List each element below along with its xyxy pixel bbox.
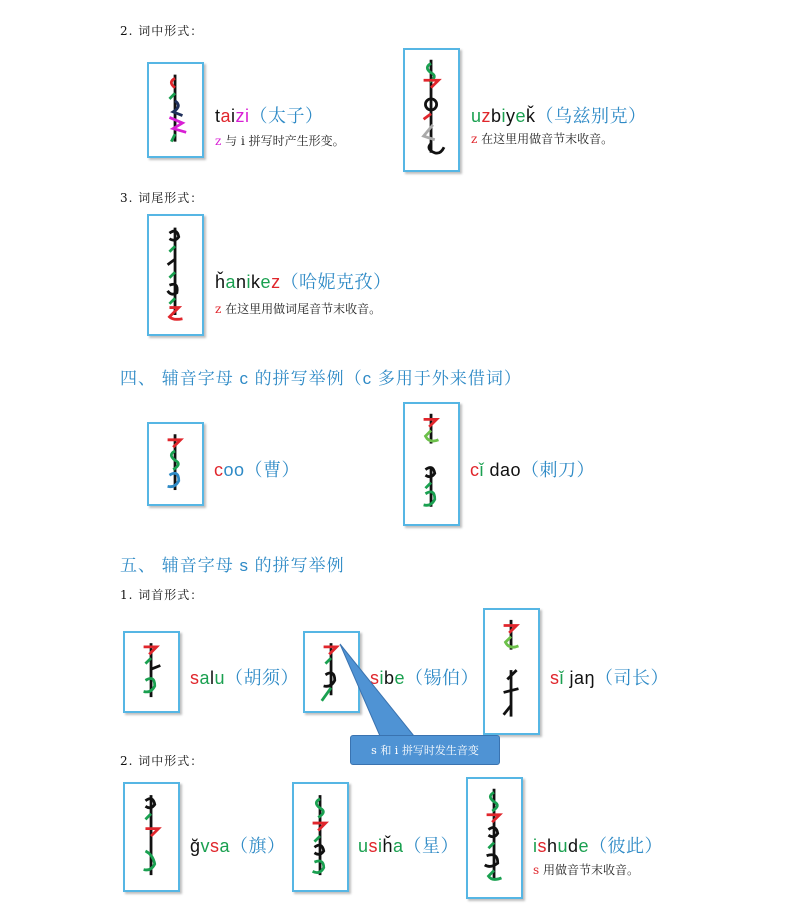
script-card-coo (147, 422, 204, 506)
mongolian-script-cidao (405, 404, 458, 524)
word-gvsa: ğvsa（旗） (190, 836, 286, 856)
word-sijan: sǐ jaŋ（司长） (550, 668, 670, 688)
script-card-uzbiyek (403, 48, 460, 172)
word-salu: salu（胡须） (190, 668, 300, 688)
subheading-medial: 2. 词中形式： (120, 24, 204, 38)
script-card-gvsa (123, 782, 180, 892)
section-heading-s: 五、 辅音字母 s 的拼写举例 (120, 556, 345, 575)
word-sibe: sibe（锡伯） (370, 668, 480, 688)
note-ishude: s 用做音节末收音。 (533, 863, 639, 877)
subheading-initial: 1. 词首形式： (120, 588, 204, 602)
subheading-final: 3. 词尾形式： (120, 191, 204, 205)
mongolian-script-salu (125, 633, 178, 711)
script-card-hanikez (147, 214, 204, 336)
word-ishude: ishude（彼此） (533, 836, 664, 856)
mongolian-script-taizi (149, 64, 202, 156)
script-card-usiha (292, 782, 349, 892)
word-uzbiyek: uzbiyeǩ（乌兹别克） (471, 106, 647, 126)
script-card-taizi (147, 62, 204, 158)
word-cidao: cǐ dao（刺刀） (470, 460, 596, 480)
note-taizi: z 与 i 拼写时产生形变。 (215, 134, 345, 148)
word-taizi: taizi（太子） (215, 106, 324, 126)
word-coo: coo（曹） (214, 460, 301, 480)
section-heading-c: 四、 辅音字母 c 的拼写举例（c 多用于外来借词） (120, 369, 522, 388)
callout-box: s 和 i 拼写时发生音变 (350, 735, 500, 765)
mongolian-script-gvsa (125, 784, 178, 890)
note-uzbiyek: z 在这里用做音节末收音。 (471, 132, 614, 146)
script-card-cidao (403, 402, 460, 526)
script-card-ishude (466, 777, 523, 899)
word-hanikez: ȟanikez（哈妮克孜） (215, 272, 392, 292)
mongolian-script-uzbiyek (405, 50, 458, 170)
note-hanikez: z 在这里用做词尾音节末收音。 (215, 302, 382, 316)
mongolian-script-usiha (294, 784, 347, 890)
word-usiha: usiȟa（星） (358, 836, 460, 856)
mongolian-script-coo (149, 424, 202, 504)
script-card-salu (123, 631, 180, 713)
mongolian-script-ishude (468, 779, 521, 897)
subheading-medial-s: 2. 词中形式： (120, 754, 204, 768)
mongolian-script-hanikez (149, 216, 202, 334)
